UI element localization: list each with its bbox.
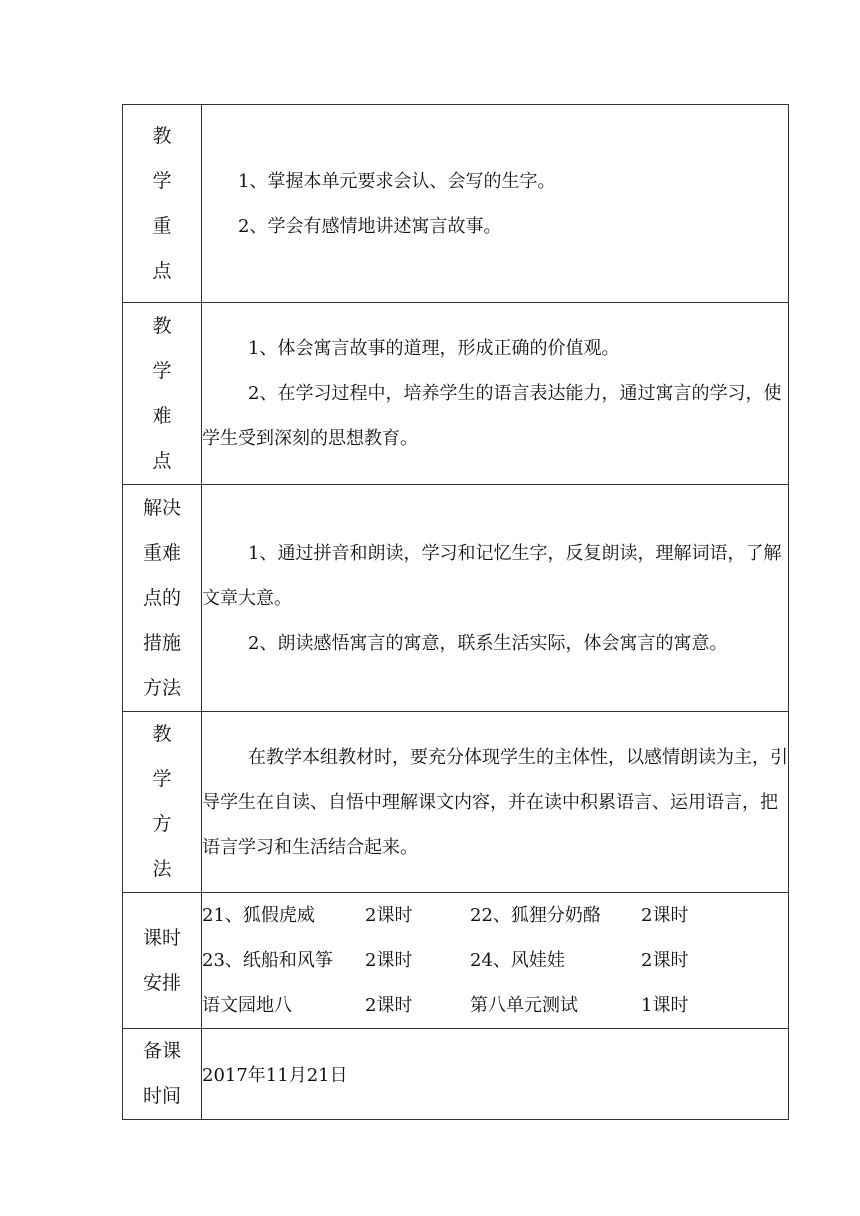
content-measures xyxy=(202,485,789,712)
lesson-title: 语文园地八 xyxy=(202,995,292,1016)
lesson-hours: 2课时 xyxy=(365,950,413,971)
label-schedule: 课时 安排 xyxy=(123,893,202,1029)
lesson-hours: 2课时 xyxy=(365,905,413,926)
content-difficult-points xyxy=(202,303,789,485)
row-prep-time xyxy=(123,1029,789,1120)
key-point-1: 1、掌握本单元要求会认、会写的生字。 xyxy=(238,170,556,192)
schedule-row xyxy=(202,983,788,1028)
method-text: 在教学本组教材时，要充分体现学生的主体性，以感情朗读为主，引导学生在自读、自悟中理解课文内容，并在读中积累语言、运用语言，把语言学习和生活结合起来。 xyxy=(202,746,788,858)
label-key-points: 教 学 重 点 xyxy=(123,105,202,303)
label-difficult-points: 教 学 难 点 xyxy=(123,303,202,485)
key-point-2: 2、学会有感情地讲述寓言故事。 xyxy=(238,215,502,237)
lesson-title: 23、纸船和风筝 xyxy=(202,950,333,971)
row-difficult-points xyxy=(123,303,789,485)
lesson-plan-table xyxy=(122,104,789,1120)
row-method xyxy=(123,712,789,893)
measure-1: 1、通过拼音和朗读，学习和记忆生字，反复朗读，理解词语，了解文章大意。 xyxy=(202,542,782,609)
lesson-hours: 2课时 xyxy=(641,950,689,971)
prep-date: 2017年11月21日 xyxy=(202,1029,789,1120)
schedule-row xyxy=(202,938,788,983)
content-schedule xyxy=(202,893,789,1029)
lesson-title: 22、狐狸分奶酪 xyxy=(470,905,601,926)
row-schedule xyxy=(123,893,789,1029)
lesson-hours: 2课时 xyxy=(365,995,413,1016)
schedule-row xyxy=(202,893,788,938)
lesson-hours: 2课时 xyxy=(641,905,689,926)
difficult-point-2: 2、在学习过程中，培养学生的语言表达能力，通过寓言的学习，使学生受到深刻的思想教育。 xyxy=(202,383,782,449)
measure-2: 2、朗读感悟寓言的寓意，联系生活实际，体会寓言的寓意。 xyxy=(248,632,728,654)
lesson-title: 24、风娃娃 xyxy=(470,950,565,971)
difficult-point-1: 1、体会寓言故事的道理，形成正确的价值观。 xyxy=(248,338,620,359)
label-prep-time: 备课 时间 xyxy=(123,1029,202,1120)
row-key-points xyxy=(123,105,789,303)
lesson-title: 第八单元测试 xyxy=(470,995,578,1016)
content-key-points xyxy=(202,105,789,303)
content-method xyxy=(202,712,789,893)
row-measures xyxy=(123,485,789,712)
label-measures: 解决 重难 点的 措施 方法 xyxy=(123,485,202,712)
lesson-hours: 1课时 xyxy=(641,995,689,1016)
label-method: 教学 方法 xyxy=(123,712,202,893)
lesson-title: 21、狐假虎威 xyxy=(202,905,315,926)
